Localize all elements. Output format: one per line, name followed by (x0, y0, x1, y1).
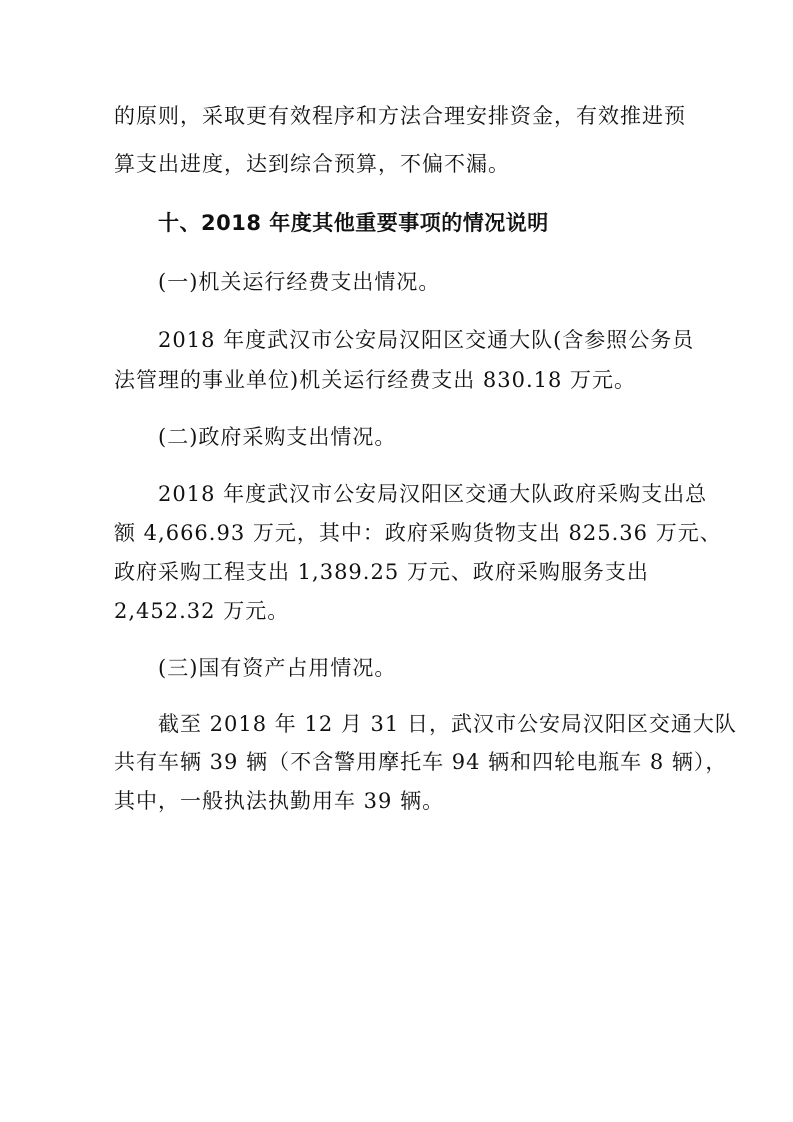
subsection-3-line-3: 其中，一般执法执勤用车 39 辆。 (114, 789, 445, 813)
subsection-1-title: (一)机关运行经费支出情况。 (158, 270, 441, 294)
subsection-2-line-4: 2,452.32 万元。 (114, 599, 290, 623)
paragraph-0-line-2: 算支出进度，达到综合预算，不偏不漏。 (114, 152, 510, 176)
subsection-2-line-1: 2018 年度武汉市公安局汉阳区交通大队政府采购支出总 (158, 482, 708, 506)
section-heading: 十、2018 年度其他重要事项的情况说明 (158, 211, 549, 235)
paragraph-0-line-1: 的原则，采取更有效程序和方法合理安排资金，有效推进预 (114, 104, 686, 128)
subsection-2-title: (二)政府采购支出情况。 (158, 425, 397, 449)
subsection-1-line-2: 法管理的事业单位)机关运行经费支出 830.18 万元。 (114, 368, 637, 392)
subsection-2-line-3: 政府采购工程支出 1,389.25 万元、政府采购服务支出 (114, 560, 649, 584)
subsection-3-line-1: 截至 2018 年 12 月 31 日，武汉市公安局汉阳区交通大队 (158, 712, 737, 736)
subsection-3-line-2: 共有车辆 39 辆（不含警用摩托车 94 辆和四轮电瓶车 8 辆）， (114, 750, 728, 774)
subsection-1-line-1: 2018 年度武汉市公安局汉阳区交通大队(含参照公务员 (158, 328, 695, 352)
subsection-2-line-2: 额 4,666.93 万元，其中：政府采购货物支出 825.36 万元、 (114, 521, 722, 545)
subsection-3-title: (三)国有资产占用情况。 (158, 656, 397, 680)
